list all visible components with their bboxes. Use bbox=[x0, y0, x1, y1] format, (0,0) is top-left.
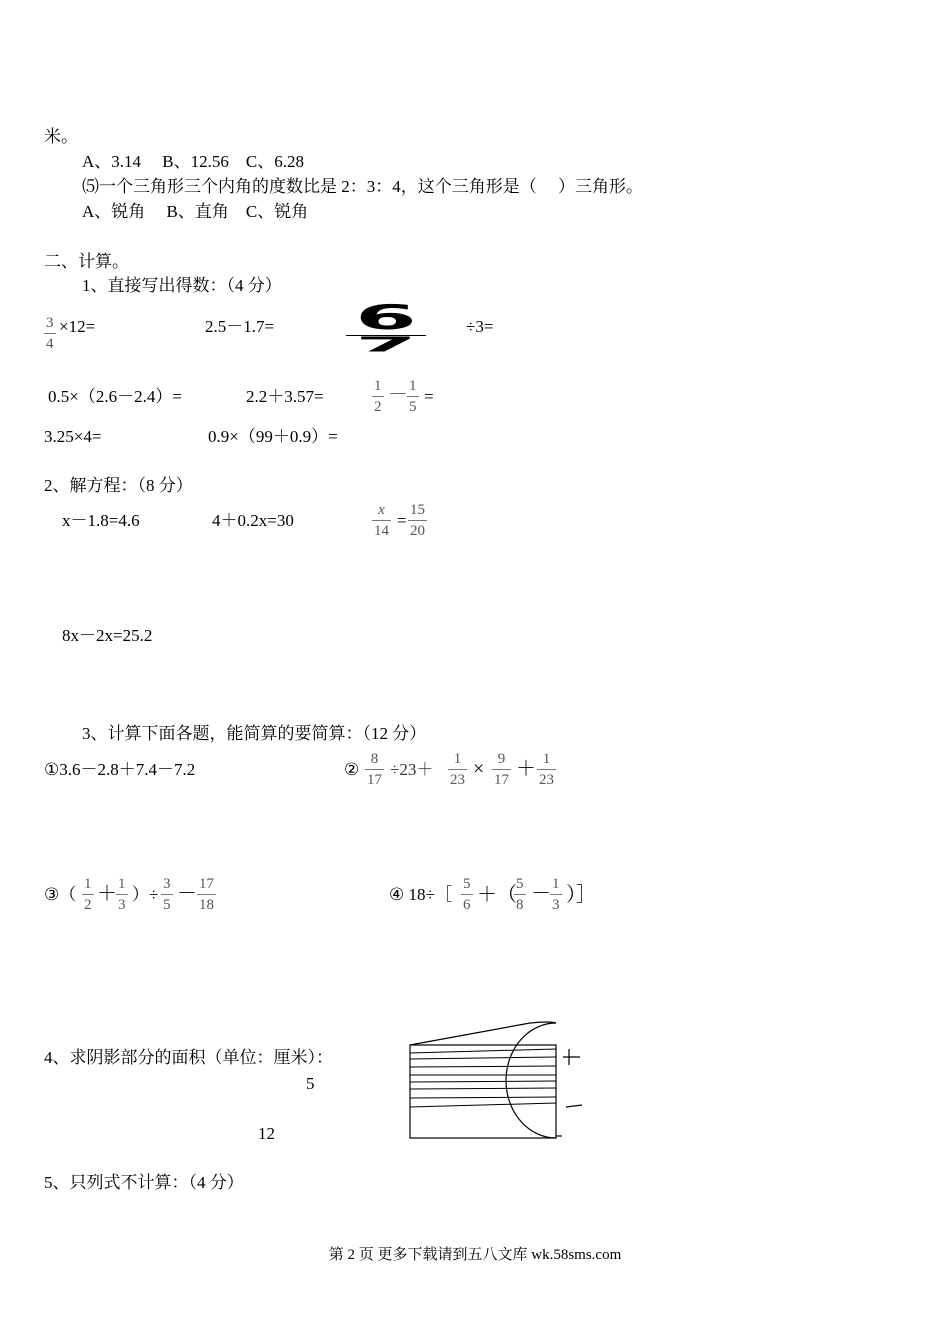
c2-label: ② bbox=[344, 760, 360, 779]
e6-f2-den: 5 bbox=[409, 399, 417, 415]
c3-f1-den: 2 bbox=[84, 897, 92, 913]
eq1: x－1.8=4.6 bbox=[62, 511, 140, 530]
e6-f1-num: 1 bbox=[374, 378, 382, 394]
c3-fraction-2 bbox=[116, 877, 128, 913]
p5-heading: 5、只列式不计算：（4 分） bbox=[44, 1173, 244, 1192]
label-12: 12 bbox=[258, 1124, 275, 1143]
c2-f1-num: 8 bbox=[370, 751, 379, 767]
c3-op3: － bbox=[177, 883, 197, 905]
e8: 0.9×（99＋0.9）= bbox=[208, 427, 338, 446]
figure-slant-line bbox=[410, 1023, 530, 1045]
e1-num: 3 bbox=[46, 315, 54, 331]
e7: 3.25×4= bbox=[44, 427, 102, 446]
c4-op2: － bbox=[531, 883, 551, 905]
c3-f2-num: 1 bbox=[118, 876, 126, 892]
e5: 2.2＋3.57= bbox=[246, 387, 324, 406]
c4-f2-den: 8 bbox=[516, 897, 524, 913]
c4-fraction-3 bbox=[550, 877, 562, 913]
line-mi: 米。 bbox=[44, 127, 78, 146]
c3-f4-den: 18 bbox=[199, 897, 214, 913]
c4-op3: ）］ bbox=[566, 884, 596, 906]
c4-fraction-1 bbox=[461, 877, 473, 913]
c3-op1: ＋ bbox=[97, 883, 117, 905]
c2-op3: ＋ bbox=[516, 758, 536, 780]
p4-heading: 4、求阴影部分的面积（单位：厘米）： bbox=[44, 1048, 333, 1067]
q5-options: A、锐角 B、直角 C、锐角 bbox=[82, 202, 309, 221]
label-5: 5 bbox=[306, 1074, 315, 1093]
e6-op: － bbox=[388, 384, 408, 406]
c3-op2: ）÷ bbox=[132, 885, 159, 904]
c2-f1-den: 17 bbox=[367, 772, 382, 788]
e3-fraction bbox=[346, 298, 426, 364]
shaded-area-figure bbox=[400, 1015, 600, 1145]
c3-label: ③（ bbox=[44, 885, 77, 904]
q4-options: A、3.14 B、12.56 C、6.28 bbox=[82, 152, 304, 171]
e6-fraction-1 bbox=[372, 379, 384, 415]
e6-f1-den: 2 bbox=[374, 399, 382, 415]
c4-f3-den: 3 bbox=[552, 897, 560, 913]
c2-f4-num: 1 bbox=[542, 751, 551, 767]
c3-f3-den: 5 bbox=[163, 897, 171, 913]
c2-fraction-4 bbox=[537, 752, 556, 788]
e1-den: 4 bbox=[46, 336, 54, 352]
e1-rest: ×12= bbox=[59, 317, 96, 336]
eq2: 4＋0.2x=30 bbox=[212, 511, 294, 530]
c2-f2-num: 1 bbox=[453, 751, 462, 767]
c4-f1-den: 6 bbox=[463, 897, 471, 913]
e1-fraction bbox=[44, 316, 56, 352]
page-footer: 第 2 页 更多下载请到五八文库 wk.58sms.com bbox=[328, 1247, 622, 1263]
c4-f2-num: 5 bbox=[516, 876, 524, 892]
p1-heading: 1、直接写出得数：（4 分） bbox=[82, 276, 282, 295]
eq3-fraction-1 bbox=[372, 503, 391, 539]
eq3-f2-num: 15 bbox=[410, 502, 425, 518]
p3-heading: 3、计算下面各题，能简算的要简算：（12 分） bbox=[82, 724, 427, 743]
c2-f3-num: 9 bbox=[497, 751, 506, 767]
c3-fraction-4 bbox=[197, 877, 216, 913]
c3-f1-num: 1 bbox=[84, 876, 92, 892]
eq3-equals: = bbox=[397, 511, 407, 530]
e6-rest: = bbox=[424, 387, 434, 406]
e6-fraction-2 bbox=[407, 379, 419, 415]
figure-ticks bbox=[556, 1049, 582, 1136]
c2-fraction-1 bbox=[365, 752, 384, 788]
p2-heading: 2、解方程：（8 分） bbox=[44, 476, 193, 495]
e2: 2.5－1.7= bbox=[205, 317, 275, 336]
eq3-fraction-2 bbox=[408, 503, 427, 539]
c2-f3-den: 17 bbox=[494, 772, 509, 788]
c4-fraction-2 bbox=[514, 877, 526, 913]
c3-f3-num: 3 bbox=[163, 876, 171, 892]
c3-fraction-1 bbox=[82, 877, 94, 913]
q5-text: ⑸一个三角形三个内角的度数比是 2：3：4，这个三角形是（ ）三角形。 bbox=[82, 177, 643, 196]
e3-num: 6 bbox=[355, 298, 417, 338]
c4-label: ④ 18÷［ bbox=[389, 885, 452, 904]
c4-f1-num: 5 bbox=[463, 876, 471, 892]
eq4: 8x－2x=25.2 bbox=[62, 626, 153, 645]
c2-fraction-2 bbox=[448, 752, 467, 788]
c2-op1: ÷23＋ bbox=[390, 760, 434, 779]
c1: ①3.6－2.8＋7.4－7.2 bbox=[44, 760, 196, 779]
eq3-f1-num: x bbox=[378, 502, 385, 518]
figure-shading bbox=[410, 1049, 556, 1107]
e3-den: 7 bbox=[355, 333, 417, 357]
e3-rest: ÷3= bbox=[466, 317, 494, 336]
c2-f2-den: 23 bbox=[450, 772, 465, 788]
c3-f2-den: 3 bbox=[118, 897, 126, 913]
c2-op2: × bbox=[473, 758, 485, 780]
c3-f4-num: 17 bbox=[199, 876, 214, 892]
c4-f3-num: 1 bbox=[552, 876, 560, 892]
c4-op1: ＋（ bbox=[477, 884, 517, 906]
c3-fraction-3 bbox=[161, 877, 173, 913]
c2-fraction-3 bbox=[492, 752, 511, 788]
e4: 0.5×（2.6－2.4）= bbox=[48, 387, 182, 406]
section2-title: 二、计算。 bbox=[44, 252, 129, 271]
figure-semicircle bbox=[506, 1023, 556, 1138]
eq3-f2-den: 20 bbox=[410, 523, 425, 539]
eq3-f1-den: 14 bbox=[374, 523, 389, 539]
c2-f4-den: 23 bbox=[539, 772, 554, 788]
e6-f2-num: 1 bbox=[409, 378, 417, 394]
